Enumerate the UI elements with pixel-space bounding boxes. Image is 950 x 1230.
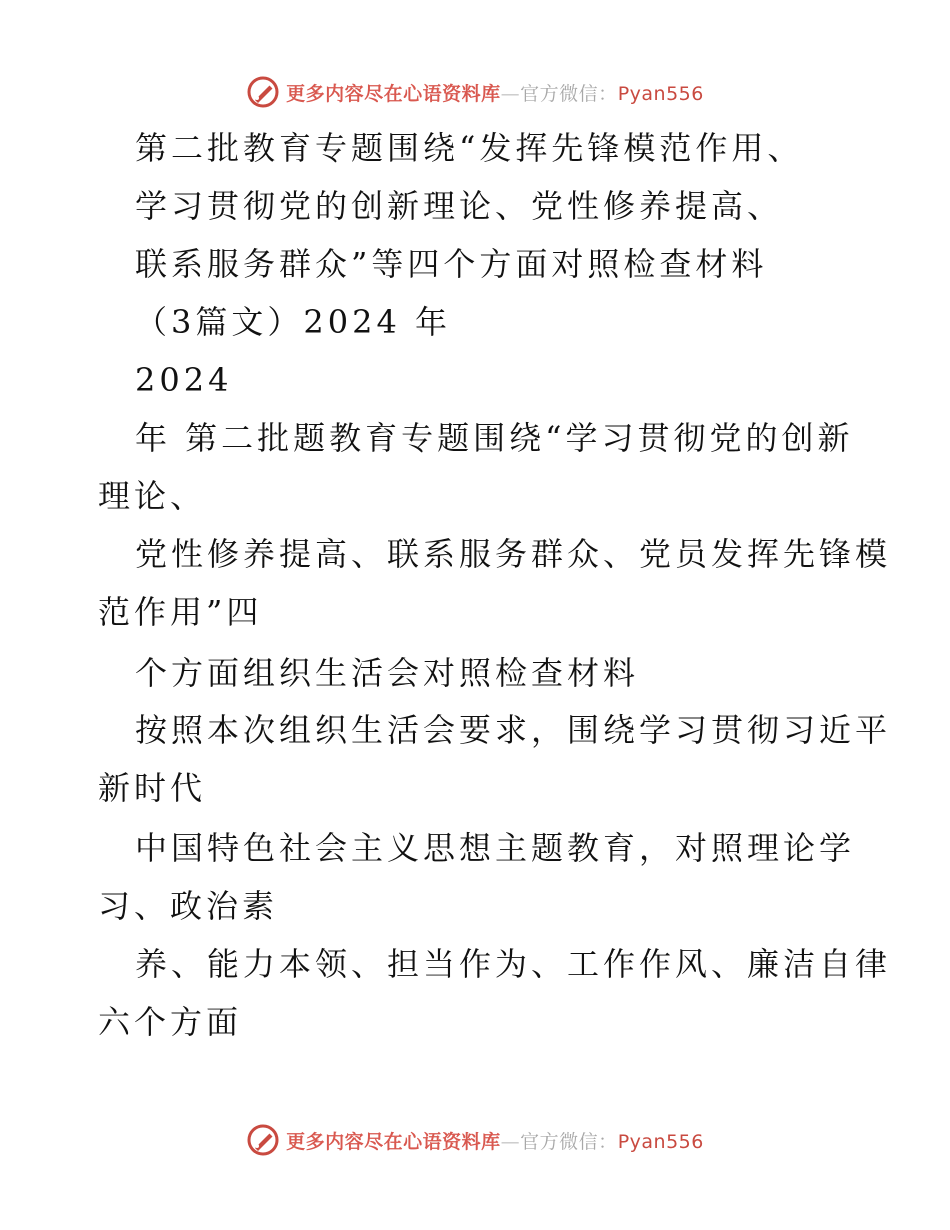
paragraph-line: 个方面组织生活会对照检查材料 [135, 654, 640, 692]
title-line-1: 第二批教育专题围绕“发挥先锋模范作用、 [135, 129, 804, 167]
paragraph-line: 按照本次组织生活会要求，围绕学习贯彻习近平 [135, 711, 892, 749]
watermark-label: 官方微信： [520, 1130, 618, 1153]
watermark-wechat-id: Pyan556 [617, 82, 704, 105]
paragraph-line: 年 第二批题教育专题围绕“学习贯彻党的创新 [135, 419, 854, 457]
watermark-brand: 更多内容尽在心语资料库 [286, 82, 501, 105]
footer-watermark [0, 1120, 950, 1160]
paragraph-line: 中国特色社会主义思想主题教育，对照理论学 [135, 829, 856, 867]
paragraph-line: 习、政治素 [98, 887, 279, 925]
watermark-wechat-id: Pyan556 [617, 1130, 704, 1153]
pen-nib-logo-icon [246, 75, 280, 109]
title-line-2: 学习贯彻党的创新理论、党性修养提高、 [135, 187, 784, 225]
paragraph-line: 党性修养提高、联系服务群众、党员发挥先锋模 [135, 535, 892, 573]
paragraph-line: 养、能力本领、担当作为、工作作风、廉洁自律 [135, 945, 892, 983]
paragraph-line: 范作用”四 [98, 593, 263, 631]
watermark-dash: — [500, 1130, 521, 1153]
pen-nib-logo-icon [246, 1123, 280, 1157]
title-line-3: 联系服务群众”等四个方面对照检查材料 [135, 245, 768, 283]
title-line-4: （3篇文）2024 年 [135, 303, 451, 341]
header-watermark [0, 72, 950, 112]
paragraph-line: 理论、 [98, 477, 207, 515]
paragraph-line: 六个方面 [98, 1003, 243, 1041]
watermark-label: 官方微信： [520, 82, 618, 105]
paragraph-line: 新时代 [98, 769, 207, 807]
watermark-dash: — [500, 82, 521, 105]
year-line: 2024 [135, 361, 233, 399]
watermark-brand: 更多内容尽在心语资料库 [286, 1130, 501, 1153]
